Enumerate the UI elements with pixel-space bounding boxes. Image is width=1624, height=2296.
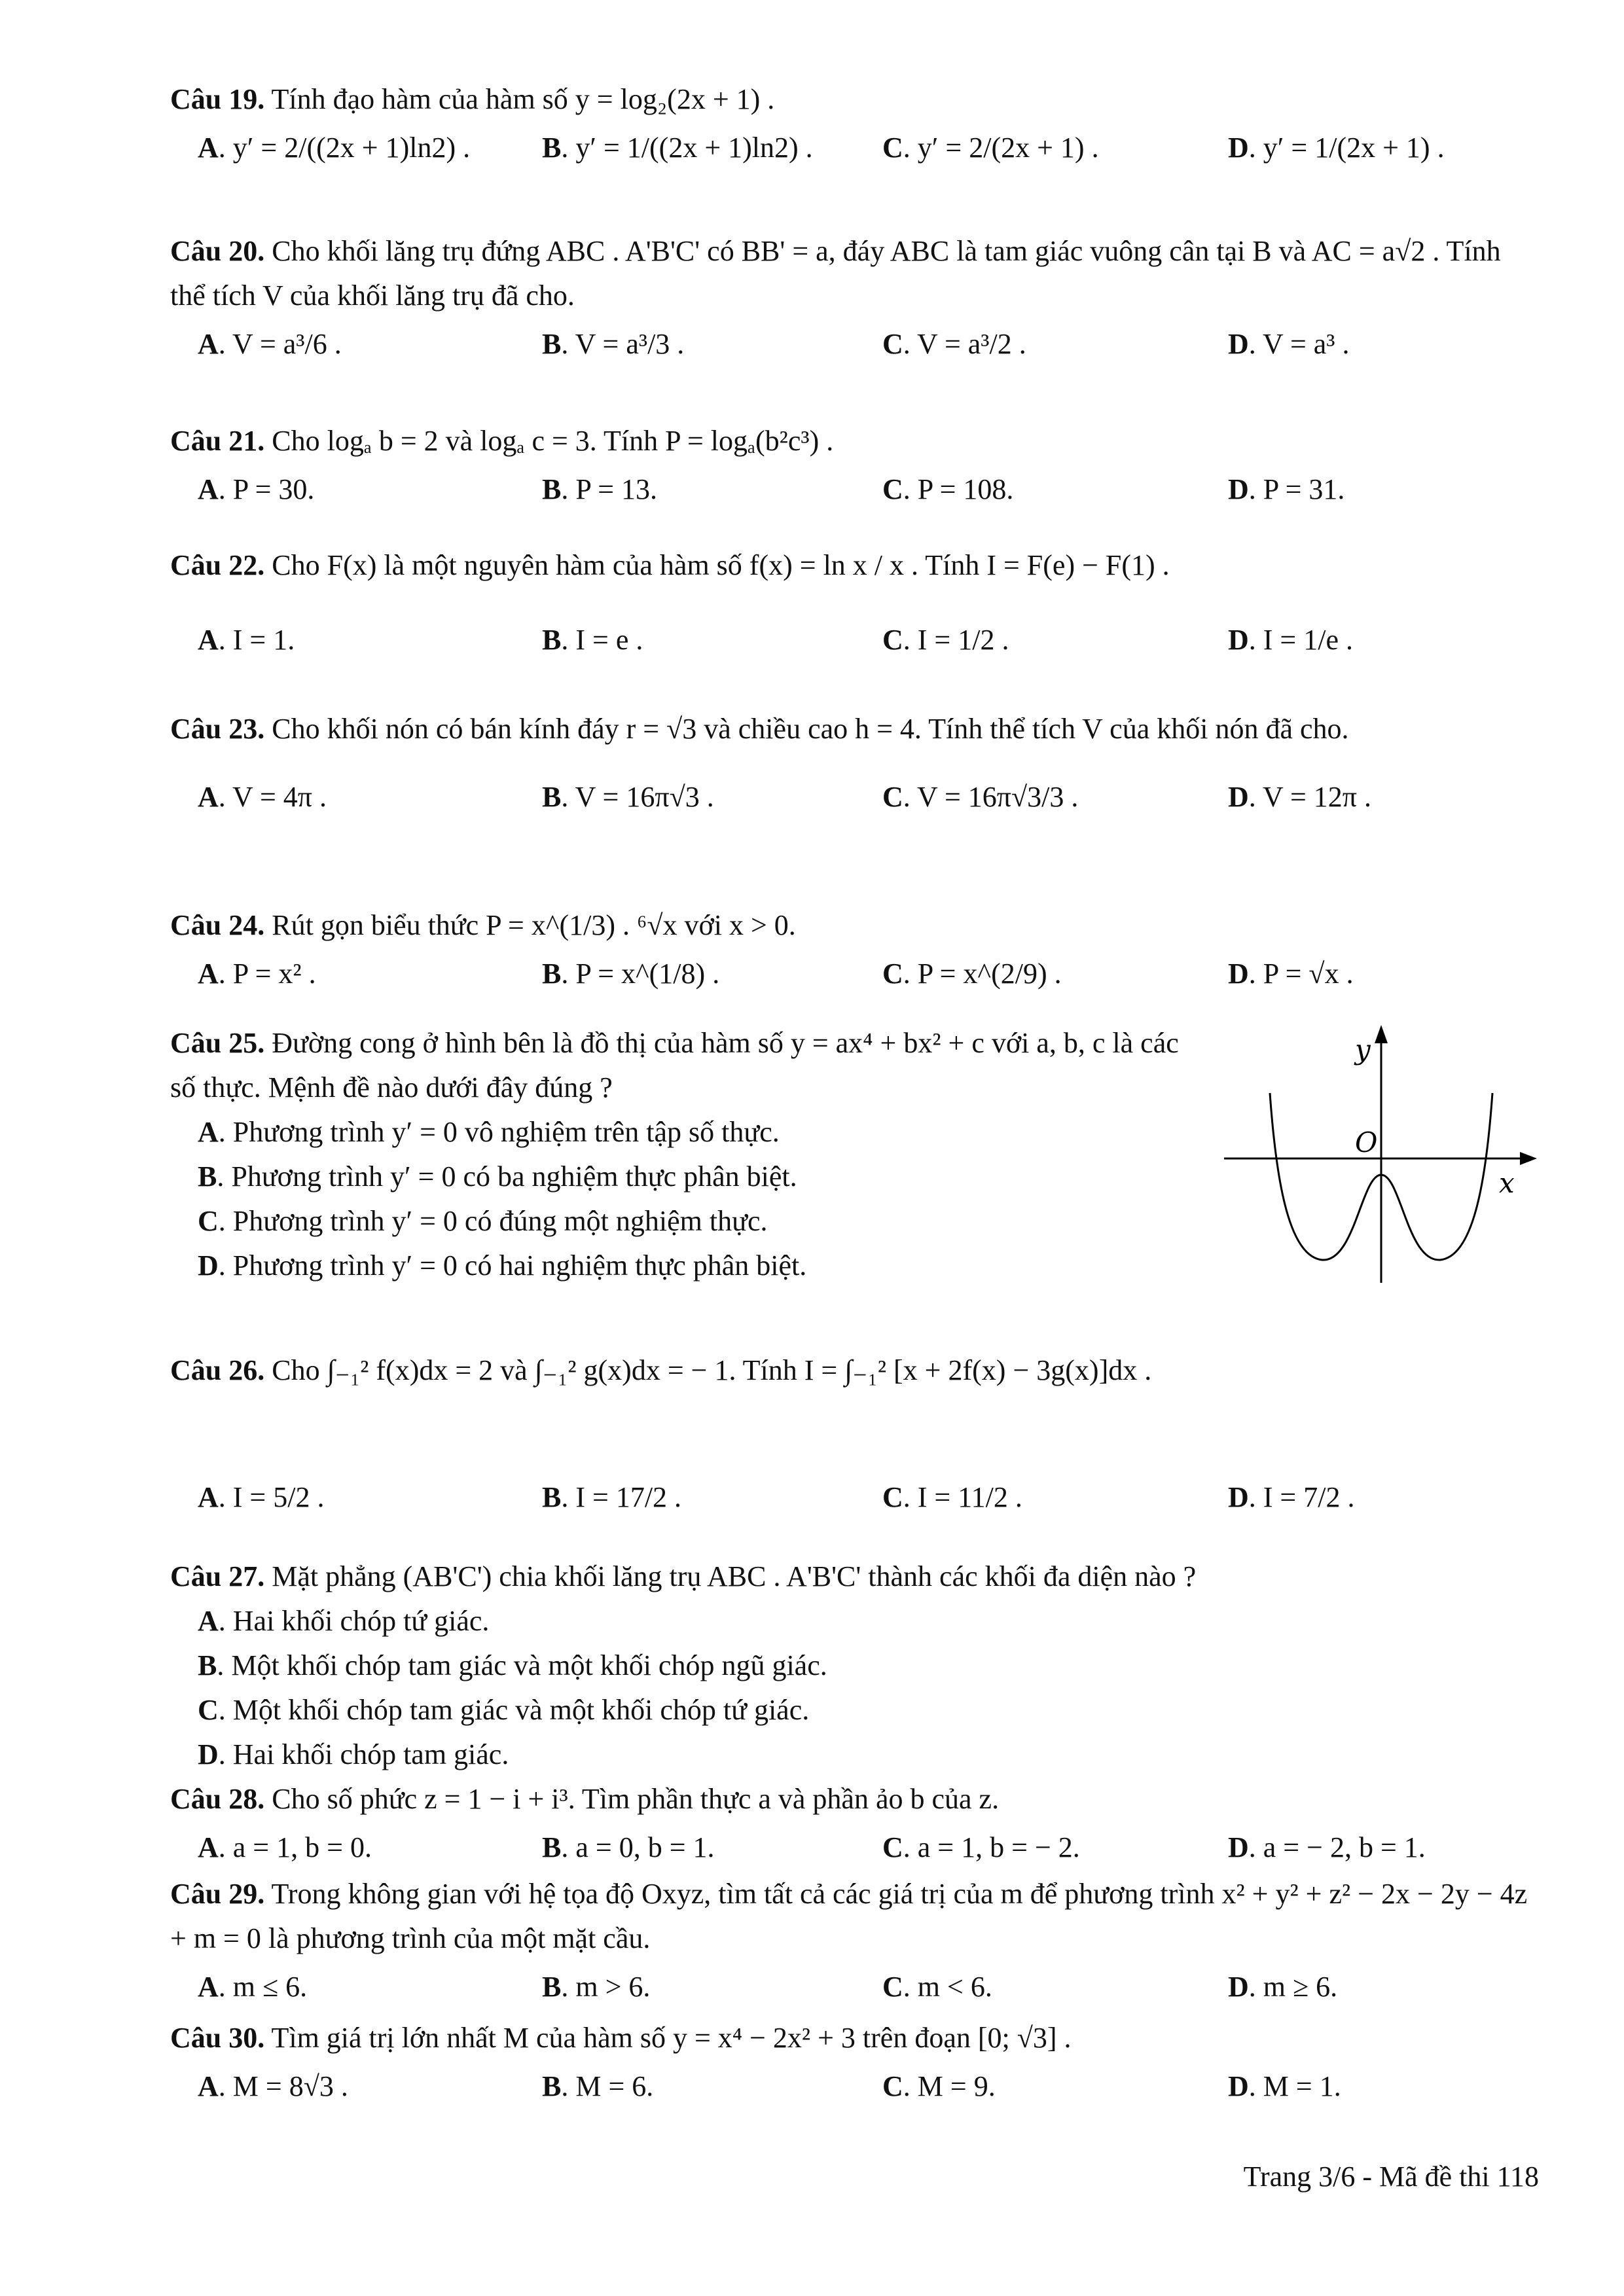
question-text: Cho ∫₋₁² f(x)dx = 2 và ∫₋₁² g(x)dx = − 1. Tính I = ∫₋₁² [x + 2f(x) − 3g(x)]dx . bbox=[272, 1354, 1152, 1386]
question-label: Câu 25. bbox=[170, 1027, 265, 1059]
option-d: D. I = 1/e . bbox=[1228, 624, 1354, 656]
option-b: B. y′ = 1/((2x + 1)ln2) . bbox=[542, 132, 813, 164]
question-label: Câu 20. bbox=[170, 235, 265, 267]
question-26 bbox=[170, 1348, 1538, 1524]
option-d: D. P = √x . bbox=[1228, 958, 1354, 990]
option-a: A. I = 1. bbox=[198, 624, 295, 656]
option-a: A. m ≤ 6. bbox=[198, 1971, 308, 2003]
question-19 bbox=[170, 77, 1538, 174]
question-24 bbox=[170, 903, 1538, 1000]
option-a: A. Phương trình y′ = 0 vô nghiệm trên tập số thực. bbox=[198, 1116, 780, 1148]
question-text: Cho F(x) là một nguyên hàm của hàm số f(x) = ln x / x . Tính I = F(e) − F(1) . bbox=[272, 549, 1170, 581]
question-label: Câu 19. bbox=[170, 83, 265, 115]
option-c: C. m < 6. bbox=[882, 1971, 992, 2003]
option-c: C. V = 16π√3/3 . bbox=[882, 781, 1079, 813]
question-text: Cho logₐ b = 2 và logₐ c = 3. Tính P = logₐ(b²c³) . bbox=[272, 425, 834, 457]
option-b: B. a = 0, b = 1. bbox=[542, 1831, 715, 1863]
option-b: B. V = 16π√3 . bbox=[542, 781, 714, 813]
question-text: Cho số phức z = 1 − i + i³. Tìm phần thực a và phần ảo b của z. bbox=[272, 1783, 1000, 1815]
option-a: A. P = x² . bbox=[198, 958, 316, 990]
x-label: x bbox=[1499, 1167, 1515, 1199]
question-20 bbox=[170, 229, 1538, 370]
option-d: D. Phương trình y′ = 0 có hai nghiệm thực phân biệt. bbox=[198, 1249, 807, 1282]
question-label: Câu 30. bbox=[170, 2022, 265, 2054]
option-a: A. M = 8√3 . bbox=[198, 2070, 348, 2102]
option-b: B. I = 17/2 . bbox=[542, 1481, 682, 1513]
question-text: Trong không gian với hệ tọa độ Oxyz, tìm tất cả các giá trị của m để phương trình x² + y² + z² − 2x − 2y − 4z + m = 0 là phương trình của một mặt cầu. bbox=[170, 1878, 1528, 1954]
question-label: Câu 21. bbox=[170, 425, 265, 457]
question-label: Câu 28. bbox=[170, 1783, 265, 1815]
option-a: A. I = 5/2 . bbox=[198, 1481, 325, 1513]
option-c: C. Một khối chóp tam giác và một khối chóp tứ giác. bbox=[198, 1694, 810, 1726]
quartic-graph bbox=[1224, 1021, 1538, 1296]
question-27 bbox=[170, 1554, 1538, 1777]
option-d: D. V = 12π . bbox=[1228, 781, 1371, 813]
question-text: Tìm giá trị lớn nhất M của hàm số y = x⁴ − 2x² + 3 trên đoạn [0; √3] . bbox=[271, 2022, 1072, 2054]
option-c: C. Phương trình y′ = 0 có đúng một nghiệm thực. bbox=[198, 1205, 768, 1237]
option-a: A. V = 4π . bbox=[198, 781, 327, 813]
question-29 bbox=[170, 1872, 1538, 2013]
option-b: B. P = x^(1/8) . bbox=[542, 958, 720, 990]
page-footer: Trang 3/6 - Mã đề thi 118 bbox=[1243, 2161, 1539, 2193]
question-text: Rút gọn biểu thức P = x^(1/3) . ⁶√x với x > 0. bbox=[272, 909, 796, 941]
question-label: Câu 27. bbox=[170, 1560, 265, 1592]
y-axis-arrow bbox=[1375, 1025, 1388, 1043]
option-a: A. y′ = 2/((2x + 1)ln2) . bbox=[198, 132, 471, 164]
option-c: C. I = 1/2 . bbox=[882, 624, 1009, 656]
question-label: Câu 29. bbox=[170, 1878, 265, 1910]
option-c: C. a = 1, b = − 2. bbox=[882, 1831, 1080, 1863]
option-d: D. Hai khối chóp tam giác. bbox=[198, 1738, 509, 1770]
question-label: Câu 26. bbox=[170, 1354, 265, 1386]
option-b: B. Một khối chóp tam giác và một khối chóp ngũ giác. bbox=[198, 1649, 827, 1681]
question-22 bbox=[170, 543, 1538, 666]
question-23 bbox=[170, 707, 1538, 823]
option-d: D. a = − 2, b = 1. bbox=[1228, 1831, 1426, 1863]
option-a: A. a = 1, b = 0. bbox=[198, 1831, 372, 1863]
option-d: D. P = 31. bbox=[1228, 473, 1345, 505]
option-c: C. I = 11/2 . bbox=[882, 1481, 1022, 1513]
question-text: Cho khối lăng trụ đứng ABC . A'B'C' có BB' = a, đáy ABC là tam giác vuông cân tại B và AC = a√2 . Tính thể tích V của khối lăng trụ đã cho. bbox=[170, 235, 1501, 312]
option-b: B. Phương trình y′ = 0 có ba nghiệm thực phân biệt. bbox=[198, 1160, 797, 1193]
x-axis-arrow bbox=[1520, 1152, 1537, 1165]
question-28 bbox=[170, 1777, 1538, 1874]
question-21 bbox=[170, 419, 1538, 516]
question-30 bbox=[170, 2016, 1538, 2113]
option-a: A. Hai khối chóp tứ giác. bbox=[198, 1605, 490, 1637]
option-c: C. y′ = 2/(2x + 1) . bbox=[882, 132, 1099, 164]
question-text: Cho khối nón có bán kính đáy r = √3 và chiều cao h = 4. Tính thể tích V của khối nón đã cho. bbox=[272, 713, 1349, 745]
question-text: Tính đạo hàm của hàm số y = log₂(2x + 1) . bbox=[271, 83, 775, 115]
option-b: B. I = e . bbox=[542, 624, 643, 656]
option-c: C. M = 9. bbox=[882, 2070, 996, 2102]
option-d: D. y′ = 1/(2x + 1) . bbox=[1228, 132, 1445, 164]
option-d: D. V = a³ . bbox=[1228, 328, 1350, 360]
question-25 bbox=[170, 1021, 1211, 1288]
option-b: B. V = a³/3 . bbox=[542, 328, 685, 360]
question-text: Đường cong ở hình bên là đồ thị của hàm số y = ax⁴ + bx² + c với a, b, c là các số thực. Mệnh đề nào dưới đây đúng ? bbox=[170, 1027, 1179, 1103]
question-label: Câu 24. bbox=[170, 909, 265, 941]
question-text: Mặt phẳng (AB'C') chia khối lăng trụ ABC . A'B'C' thành các khối đa diện nào ? bbox=[272, 1560, 1197, 1592]
option-d: D. I = 7/2 . bbox=[1228, 1481, 1355, 1513]
option-d: D. m ≥ 6. bbox=[1228, 1971, 1338, 2003]
option-b: B. m > 6. bbox=[542, 1971, 651, 2003]
option-c: C. P = 108. bbox=[882, 473, 1014, 505]
option-b: B. M = 6. bbox=[542, 2070, 654, 2102]
question-label: Câu 22. bbox=[170, 549, 265, 581]
option-a: A. V = a³/6 . bbox=[198, 328, 342, 360]
origin-label: O bbox=[1355, 1126, 1378, 1158]
question-label: Câu 23. bbox=[170, 713, 265, 745]
option-d: D. M = 1. bbox=[1228, 2070, 1341, 2102]
option-b: B. P = 13. bbox=[542, 473, 658, 505]
option-a: A. P = 30. bbox=[198, 473, 315, 505]
option-c: C. V = a³/2 . bbox=[882, 328, 1026, 360]
y-label: y bbox=[1355, 1033, 1371, 1066]
option-c: C. P = x^(2/9) . bbox=[882, 958, 1062, 990]
